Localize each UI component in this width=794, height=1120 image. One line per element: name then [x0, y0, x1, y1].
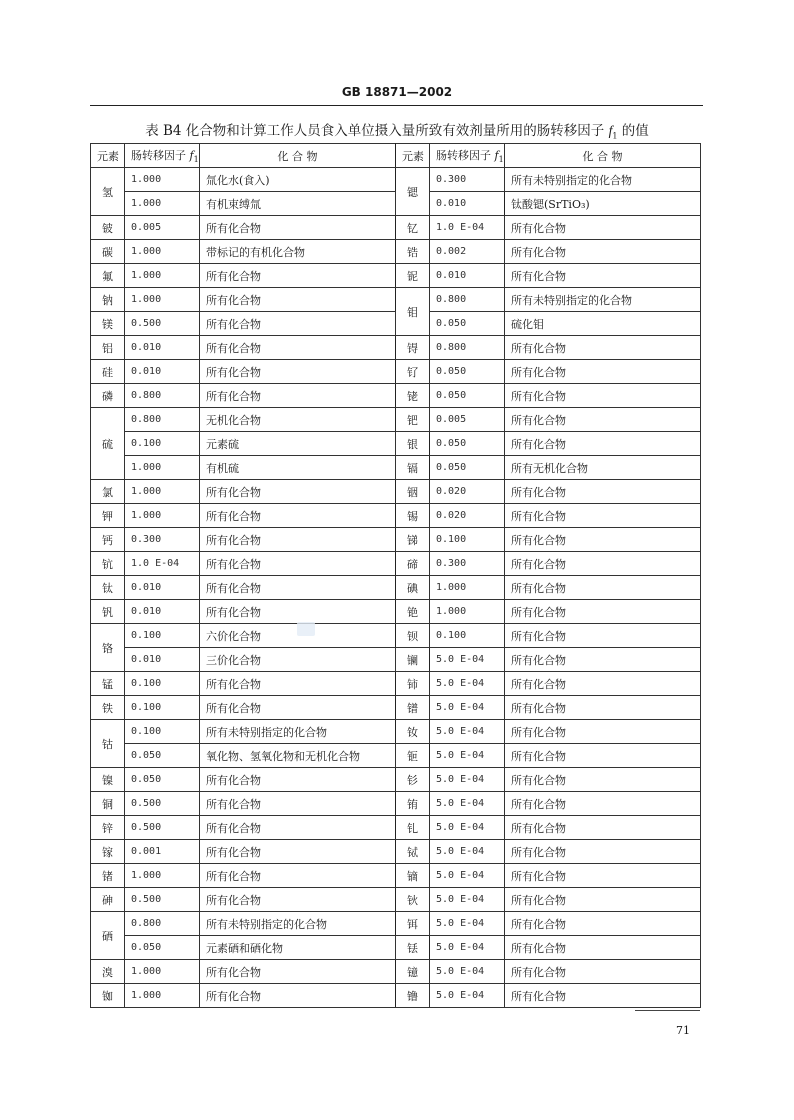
element-cell: 钯: [396, 408, 430, 432]
factor-cell: 0.100: [430, 528, 505, 552]
factor-cell: 5.0 E-04: [430, 720, 505, 744]
table-row: [91, 552, 701, 576]
element-cell: 钒: [91, 600, 125, 624]
factor-cell: 0.100: [125, 720, 200, 744]
compound-cell: 所有化合物: [505, 240, 701, 264]
compound-cell: 所有化合物: [200, 768, 396, 792]
compound-cell: 所有化合物: [200, 264, 396, 288]
table-row: [91, 240, 701, 264]
table-row: [91, 696, 701, 720]
page-number: 71: [676, 1024, 690, 1037]
factor-cell: 0.020: [430, 504, 505, 528]
factor-cell: 5.0 E-04: [430, 816, 505, 840]
compound-cell: 所有化合物: [505, 600, 701, 624]
compound-cell: 所有化合物: [200, 576, 396, 600]
table-row: [91, 936, 701, 960]
table-row: [91, 576, 701, 600]
compound-cell: 所有化合物: [505, 816, 701, 840]
compound-cell: 所有化合物: [505, 888, 701, 912]
factor-cell: 1.000: [125, 288, 200, 312]
element-cell: 镝: [396, 864, 430, 888]
table-row: [91, 960, 701, 984]
element-cell: 镉: [396, 456, 430, 480]
compound-cell: 所有化合物: [505, 360, 701, 384]
table-row: [91, 672, 701, 696]
factor-cell: 5.0 E-04: [430, 984, 505, 1008]
element-cell: 铝: [91, 336, 125, 360]
table-row: [91, 408, 701, 432]
table-header-row: [91, 144, 701, 168]
element-cell: 铈: [396, 672, 430, 696]
compound-cell: 有机硫: [200, 456, 396, 480]
compound-cell: 所有化合物: [200, 552, 396, 576]
compound-cell: 所有化合物: [505, 840, 701, 864]
compound-cell: 所有化合物: [505, 648, 701, 672]
table-row: [91, 816, 701, 840]
factor-cell: 1.000: [125, 864, 200, 888]
element-cell: 镥: [396, 984, 430, 1008]
element-cell: 钇: [396, 216, 430, 240]
element-cell: 钌: [396, 360, 430, 384]
element-cell: 硫: [91, 408, 125, 480]
element-cell: 氯: [91, 480, 125, 504]
compound-cell: 所有化合物: [505, 336, 701, 360]
element-cell: 钆: [396, 816, 430, 840]
factor-cell: 0.800: [125, 384, 200, 408]
element-cell: 铑: [396, 384, 430, 408]
compound-cell: 所有化合物: [200, 984, 396, 1008]
factor-cell: 0.300: [430, 168, 505, 192]
compound-cell: 所有化合物: [505, 576, 701, 600]
caption-sub: 1: [612, 131, 618, 141]
factor-cell: 1.000: [125, 504, 200, 528]
factor-cell: 1.000: [125, 192, 200, 216]
factor-cell: 0.050: [430, 360, 505, 384]
standard-code: GB 18871—2002: [341, 85, 453, 99]
element-cell: 氟: [91, 264, 125, 288]
table-row: [91, 336, 701, 360]
compound-cell: 所有化合物: [505, 672, 701, 696]
compound-cell: 所有化合物: [505, 792, 701, 816]
compound-cell: 所有化合物: [200, 504, 396, 528]
table-row: [91, 288, 701, 312]
element-cell: 溴: [91, 960, 125, 984]
table-row: [91, 504, 701, 528]
compound-cell: 所有化合物: [200, 600, 396, 624]
compound-cell: 所有化合物: [505, 408, 701, 432]
table-row: [91, 264, 701, 288]
element-cell: 铕: [396, 792, 430, 816]
element-cell: 铥: [396, 936, 430, 960]
compound-cell: 所有化合物: [505, 864, 701, 888]
factor-cell: 0.050: [125, 936, 200, 960]
table-row: [91, 792, 701, 816]
compound-cell: 所有化合物: [505, 624, 701, 648]
factor-cell: 1.000: [125, 240, 200, 264]
element-cell: 钡: [396, 624, 430, 648]
table-row: [91, 768, 701, 792]
table-row: [91, 888, 701, 912]
compound-cell: 所有化合物: [200, 528, 396, 552]
factor-cell: 1.000: [125, 984, 200, 1008]
compound-cell: 所有化合物: [200, 216, 396, 240]
factor-cell: 1.000: [125, 480, 200, 504]
factor-cell: 0.010: [125, 600, 200, 624]
compound-cell: 所有化合物: [505, 912, 701, 936]
element-cell: 砷: [91, 888, 125, 912]
element-cell: 镓: [91, 840, 125, 864]
compound-cell: 所有无机化合物: [505, 456, 701, 480]
compound-cell: 氚化水(食入): [200, 168, 396, 192]
compound-cell: 所有化合物: [200, 792, 396, 816]
footer-rule: [635, 1010, 700, 1011]
compound-cell: 所有未特别指定的化合物: [505, 168, 701, 192]
factor-cell: 5.0 E-04: [430, 768, 505, 792]
compound-cell: 钛酸锶(SrTiO₃): [505, 192, 701, 216]
element-cell: 银: [396, 432, 430, 456]
element-cell: 碘: [396, 576, 430, 600]
element-cell: 钛: [91, 576, 125, 600]
factor-cell: 0.010: [125, 576, 200, 600]
compound-cell: 元素硫: [200, 432, 396, 456]
element-cell: 铟: [396, 480, 430, 504]
element-cell: 铬: [91, 624, 125, 672]
factor-cell: 0.800: [430, 288, 505, 312]
table-caption: [0, 119, 794, 141]
element-cell: 铌: [396, 264, 430, 288]
factor-cell: 5.0 E-04: [430, 672, 505, 696]
element-cell: 钴: [91, 720, 125, 768]
transfer-factor-table: [90, 143, 701, 1008]
compound-cell: 所有化合物: [505, 984, 701, 1008]
element-cell: 锌: [91, 816, 125, 840]
table-row: [91, 528, 701, 552]
element-cell: 锑: [396, 528, 430, 552]
compound-cell: 所有化合物: [200, 336, 396, 360]
factor-cell: 0.800: [125, 912, 200, 936]
table-row: [91, 384, 701, 408]
element-cell: 锆: [396, 240, 430, 264]
factor-cell: 0.010: [125, 336, 200, 360]
element-cell: 锡: [396, 504, 430, 528]
compound-cell: 所有未特别指定的化合物: [200, 912, 396, 936]
factor-cell: 1.0 E-04: [125, 552, 200, 576]
element-cell: 钙: [91, 528, 125, 552]
factor-cell: 0.001: [125, 840, 200, 864]
caption-prefix: 表 B4 化合物和计算工作人员食入单位摄入量所致有效剂量所用的肠转移因子: [145, 123, 609, 139]
element-cell: 锗: [91, 864, 125, 888]
compound-cell: 有机束缚氚: [200, 192, 396, 216]
factor-cell: 0.050: [430, 432, 505, 456]
factor-cell: 1.000: [125, 960, 200, 984]
table-row: [91, 720, 701, 744]
header-compound: 化 合 物: [200, 144, 396, 168]
factor-cell: 0.050: [430, 456, 505, 480]
compound-cell: 所有未特别指定的化合物: [200, 720, 396, 744]
factor-cell: 0.050: [125, 768, 200, 792]
element-cell: 镱: [396, 960, 430, 984]
factor-cell: 0.050: [430, 384, 505, 408]
table-row: [91, 168, 701, 192]
element-cell: 铯: [396, 600, 430, 624]
compound-cell: 所有化合物: [505, 720, 701, 744]
table-row: [91, 744, 701, 768]
compound-cell: 所有化合物: [505, 264, 701, 288]
factor-cell: 0.100: [125, 432, 200, 456]
compound-cell: 所有化合物: [505, 552, 701, 576]
factor-cell: 0.100: [125, 624, 200, 648]
factor-cell: 5.0 E-04: [430, 792, 505, 816]
compound-cell: 氧化物、氢氧化物和无机化合物: [200, 744, 396, 768]
compound-cell: 所有化合物: [505, 768, 701, 792]
compound-cell: 所有化合物: [200, 384, 396, 408]
element-cell: 钬: [396, 888, 430, 912]
compound-cell: 所有化合物: [200, 288, 396, 312]
compound-cell: 所有化合物: [505, 504, 701, 528]
factor-cell: 1.000: [125, 264, 200, 288]
element-cell: 铽: [396, 840, 430, 864]
compound-cell: 所有化合物: [505, 432, 701, 456]
factor-cell: 1.0 E-04: [430, 216, 505, 240]
compound-cell: 所有化合物: [200, 864, 396, 888]
table-row: [91, 480, 701, 504]
factor-cell: 0.100: [125, 672, 200, 696]
table-row: [91, 456, 701, 480]
compound-cell: 所有化合物: [200, 480, 396, 504]
factor-cell: 0.020: [430, 480, 505, 504]
watermark: [297, 622, 315, 636]
element-cell: 铁: [91, 696, 125, 720]
factor-cell: 1.000: [125, 456, 200, 480]
factor-cell: 0.800: [430, 336, 505, 360]
factor-cell: 5.0 E-04: [430, 648, 505, 672]
element-cell: 氢: [91, 168, 125, 216]
compound-cell: 所有化合物: [505, 744, 701, 768]
table-row: [91, 984, 701, 1008]
factor-cell: 5.0 E-04: [430, 936, 505, 960]
element-cell: 硅: [91, 360, 125, 384]
factor-cell: 5.0 E-04: [430, 912, 505, 936]
compound-cell: 所有化合物: [200, 312, 396, 336]
compound-cell: 硫化钼: [505, 312, 701, 336]
compound-cell: 所有化合物: [505, 960, 701, 984]
element-cell: 钼: [396, 288, 430, 336]
element-cell: 镁: [91, 312, 125, 336]
factor-cell: 5.0 E-04: [430, 840, 505, 864]
header-rule: [90, 105, 703, 106]
factor-cell: 5.0 E-04: [430, 864, 505, 888]
factor-cell: 0.005: [430, 408, 505, 432]
factor-cell: 1.000: [430, 600, 505, 624]
compound-cell: 带标记的有机化合物: [200, 240, 396, 264]
table-row: [91, 600, 701, 624]
header-factor: 肠转移因子 $f_1$: [430, 144, 505, 168]
header-element: 元素: [91, 144, 125, 168]
table-row: [91, 360, 701, 384]
compound-cell: 所有化合物: [505, 528, 701, 552]
caption-suffix: 的值: [617, 123, 649, 139]
factor-cell: 5.0 E-04: [430, 960, 505, 984]
element-cell: 镨: [396, 696, 430, 720]
factor-cell: 0.100: [125, 696, 200, 720]
compound-cell: 所有化合物: [200, 672, 396, 696]
header-element: 元素: [396, 144, 430, 168]
element-cell: 钾: [91, 504, 125, 528]
element-cell: 锝: [396, 336, 430, 360]
factor-cell: 0.010: [430, 264, 505, 288]
element-cell: 碳: [91, 240, 125, 264]
element-cell: 钐: [396, 768, 430, 792]
factor-cell: 0.500: [125, 816, 200, 840]
table-row: [91, 624, 701, 648]
factor-cell: 0.050: [430, 312, 505, 336]
element-cell: 铍: [91, 216, 125, 240]
factor-cell: 0.002: [430, 240, 505, 264]
factor-cell: 5.0 E-04: [430, 696, 505, 720]
compound-cell: 所有化合物: [505, 480, 701, 504]
element-cell: 铜: [91, 792, 125, 816]
element-cell: 镧: [396, 648, 430, 672]
element-cell: 钪: [91, 552, 125, 576]
factor-cell: 0.010: [125, 360, 200, 384]
element-cell: 钷: [396, 744, 430, 768]
factor-cell: 0.500: [125, 888, 200, 912]
element-cell: 锶: [396, 168, 430, 216]
header-factor: 肠转移因子 $f_1$: [125, 144, 200, 168]
compound-cell: 所有化合物: [505, 216, 701, 240]
element-cell: 锰: [91, 672, 125, 696]
element-cell: 磷: [91, 384, 125, 408]
compound-cell: 三价化合物: [200, 648, 396, 672]
factor-cell: 0.010: [125, 648, 200, 672]
factor-cell: 0.005: [125, 216, 200, 240]
element-cell: 铷: [91, 984, 125, 1008]
compound-cell: 所有化合物: [505, 696, 701, 720]
element-cell: 碲: [396, 552, 430, 576]
compound-cell: 所有化合物: [505, 384, 701, 408]
compound-cell: 元素硒和硒化物: [200, 936, 396, 960]
compound-cell: 六价化合物: [200, 624, 396, 648]
factor-cell: 1.000: [125, 168, 200, 192]
factor-cell: 5.0 E-04: [430, 888, 505, 912]
header-compound: 化 合 物: [505, 144, 701, 168]
factor-cell: 0.500: [125, 312, 200, 336]
element-cell: 钠: [91, 288, 125, 312]
element-cell: 镍: [91, 768, 125, 792]
factor-cell: 0.050: [125, 744, 200, 768]
compound-cell: 无机化合物: [200, 408, 396, 432]
table-row: [91, 648, 701, 672]
element-cell: 铒: [396, 912, 430, 936]
element-cell: 硒: [91, 912, 125, 960]
compound-cell: 所有化合物: [200, 840, 396, 864]
element-cell: 钕: [396, 720, 430, 744]
compound-cell: 所有化合物: [200, 696, 396, 720]
table-row: [91, 864, 701, 888]
factor-cell: 0.500: [125, 792, 200, 816]
factor-cell: 5.0 E-04: [430, 744, 505, 768]
caption-f: f: [608, 123, 613, 138]
compound-cell: 所有化合物: [200, 960, 396, 984]
table-row: [91, 840, 701, 864]
table-row: [91, 216, 701, 240]
compound-cell: 所有化合物: [200, 888, 396, 912]
table-row: [91, 912, 701, 936]
factor-cell: 1.000: [430, 576, 505, 600]
factor-cell: 0.300: [125, 528, 200, 552]
compound-cell: 所有化合物: [505, 936, 701, 960]
factor-cell: 0.300: [430, 552, 505, 576]
table-row: [91, 432, 701, 456]
compound-cell: 所有未特别指定的化合物: [505, 288, 701, 312]
factor-cell: 0.010: [430, 192, 505, 216]
compound-cell: 所有化合物: [200, 816, 396, 840]
compound-cell: 所有化合物: [200, 360, 396, 384]
factor-cell: 0.800: [125, 408, 200, 432]
factor-cell: 0.100: [430, 624, 505, 648]
